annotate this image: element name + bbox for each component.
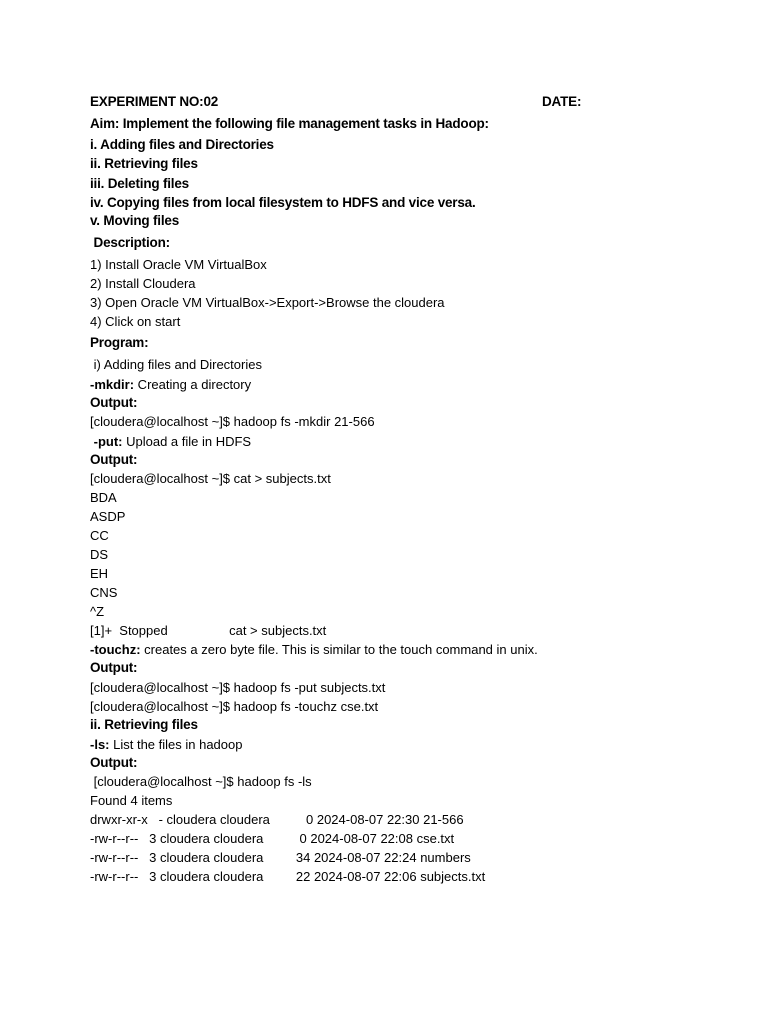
- description-heading: Description:: [90, 235, 170, 250]
- ls-text: List the files in hadoop: [109, 737, 243, 752]
- section-heading: i) Adding files and Directories: [90, 357, 262, 372]
- description-step: 1) Install Oracle VM VirtualBox: [90, 257, 267, 272]
- output-label: Output:: [90, 660, 138, 675]
- output-line: CNS: [90, 585, 118, 600]
- program-heading: Program:: [90, 335, 149, 350]
- ls-command: -ls:: [90, 737, 110, 752]
- touchz-text: creates a zero byte file. This is similar to the touch command in unix.: [140, 642, 538, 657]
- output-line: -rw-r--r-- 3 cloudera cloudera 34 2024-08-07 22:24 numbers: [90, 850, 471, 865]
- put-description: [90, 434, 251, 450]
- date-label: DATE:: [542, 94, 582, 109]
- output-line: [cloudera@localhost ~]$ hadoop fs -put subjects.txt: [90, 680, 386, 695]
- output-label: Output:: [90, 452, 138, 467]
- task-item: i. Adding files and Directories: [90, 137, 274, 152]
- output-line: CC: [90, 528, 109, 543]
- description-step: 2) Install Cloudera: [90, 276, 196, 291]
- output-line: drwxr-xr-x - cloudera cloudera 0 2024-08-07 22:30 21-566: [90, 812, 464, 827]
- output-label: Output:: [90, 395, 138, 410]
- output-line: -rw-r--r-- 3 cloudera cloudera 0 2024-08-07 22:08 cse.txt: [90, 831, 455, 846]
- output-line: [cloudera@localhost ~]$ cat > subjects.txt: [90, 471, 331, 486]
- output-label: Output:: [90, 755, 138, 770]
- output-line: EH: [90, 566, 109, 581]
- output-line: ^Z: [90, 604, 105, 619]
- output-line: Found 4 items: [90, 793, 173, 808]
- output-line: [cloudera@localhost ~]$ hadoop fs -mkdir 21-566: [90, 414, 375, 429]
- description-step: 4) Click on start: [90, 314, 181, 329]
- section-heading: ii. Retrieving files: [90, 717, 198, 732]
- experiment-number: EXPERIMENT NO:02: [90, 94, 219, 109]
- mkdir-command: -mkdir:: [90, 377, 135, 392]
- output-line: DS: [90, 547, 109, 562]
- put-text: Upload a file in HDFS: [122, 434, 252, 449]
- mkdir-text: Creating a directory: [134, 377, 252, 392]
- output-line: ASDP: [90, 509, 126, 524]
- touchz-description: [90, 642, 538, 658]
- aim-heading: Aim: Implement the following file management tasks in Hadoop:: [90, 116, 489, 131]
- task-item: v. Moving files: [90, 213, 180, 228]
- touchz-command: -touchz:: [90, 642, 141, 657]
- output-line: [cloudera@localhost ~]$ hadoop fs -touchz cse.txt: [90, 699, 379, 714]
- task-item: iii. Deleting files: [90, 176, 189, 191]
- output-line: BDA: [90, 490, 117, 505]
- task-item: ii. Retrieving files: [90, 156, 198, 171]
- output-line: [1]+ Stopped cat > subjects.txt: [90, 623, 327, 638]
- ls-description: [90, 737, 242, 753]
- task-item: iv. Copying files from local filesystem to HDFS and vice versa.: [90, 195, 476, 210]
- description-step: 3) Open Oracle VM VirtualBox->Export->Browse the cloudera: [90, 295, 445, 310]
- put-command: -put:: [90, 434, 123, 449]
- output-line: [cloudera@localhost ~]$ hadoop fs -ls: [90, 774, 312, 789]
- output-line: -rw-r--r-- 3 cloudera cloudera 22 2024-08-07 22:06 subjects.txt: [90, 869, 486, 884]
- mkdir-description: [90, 377, 251, 393]
